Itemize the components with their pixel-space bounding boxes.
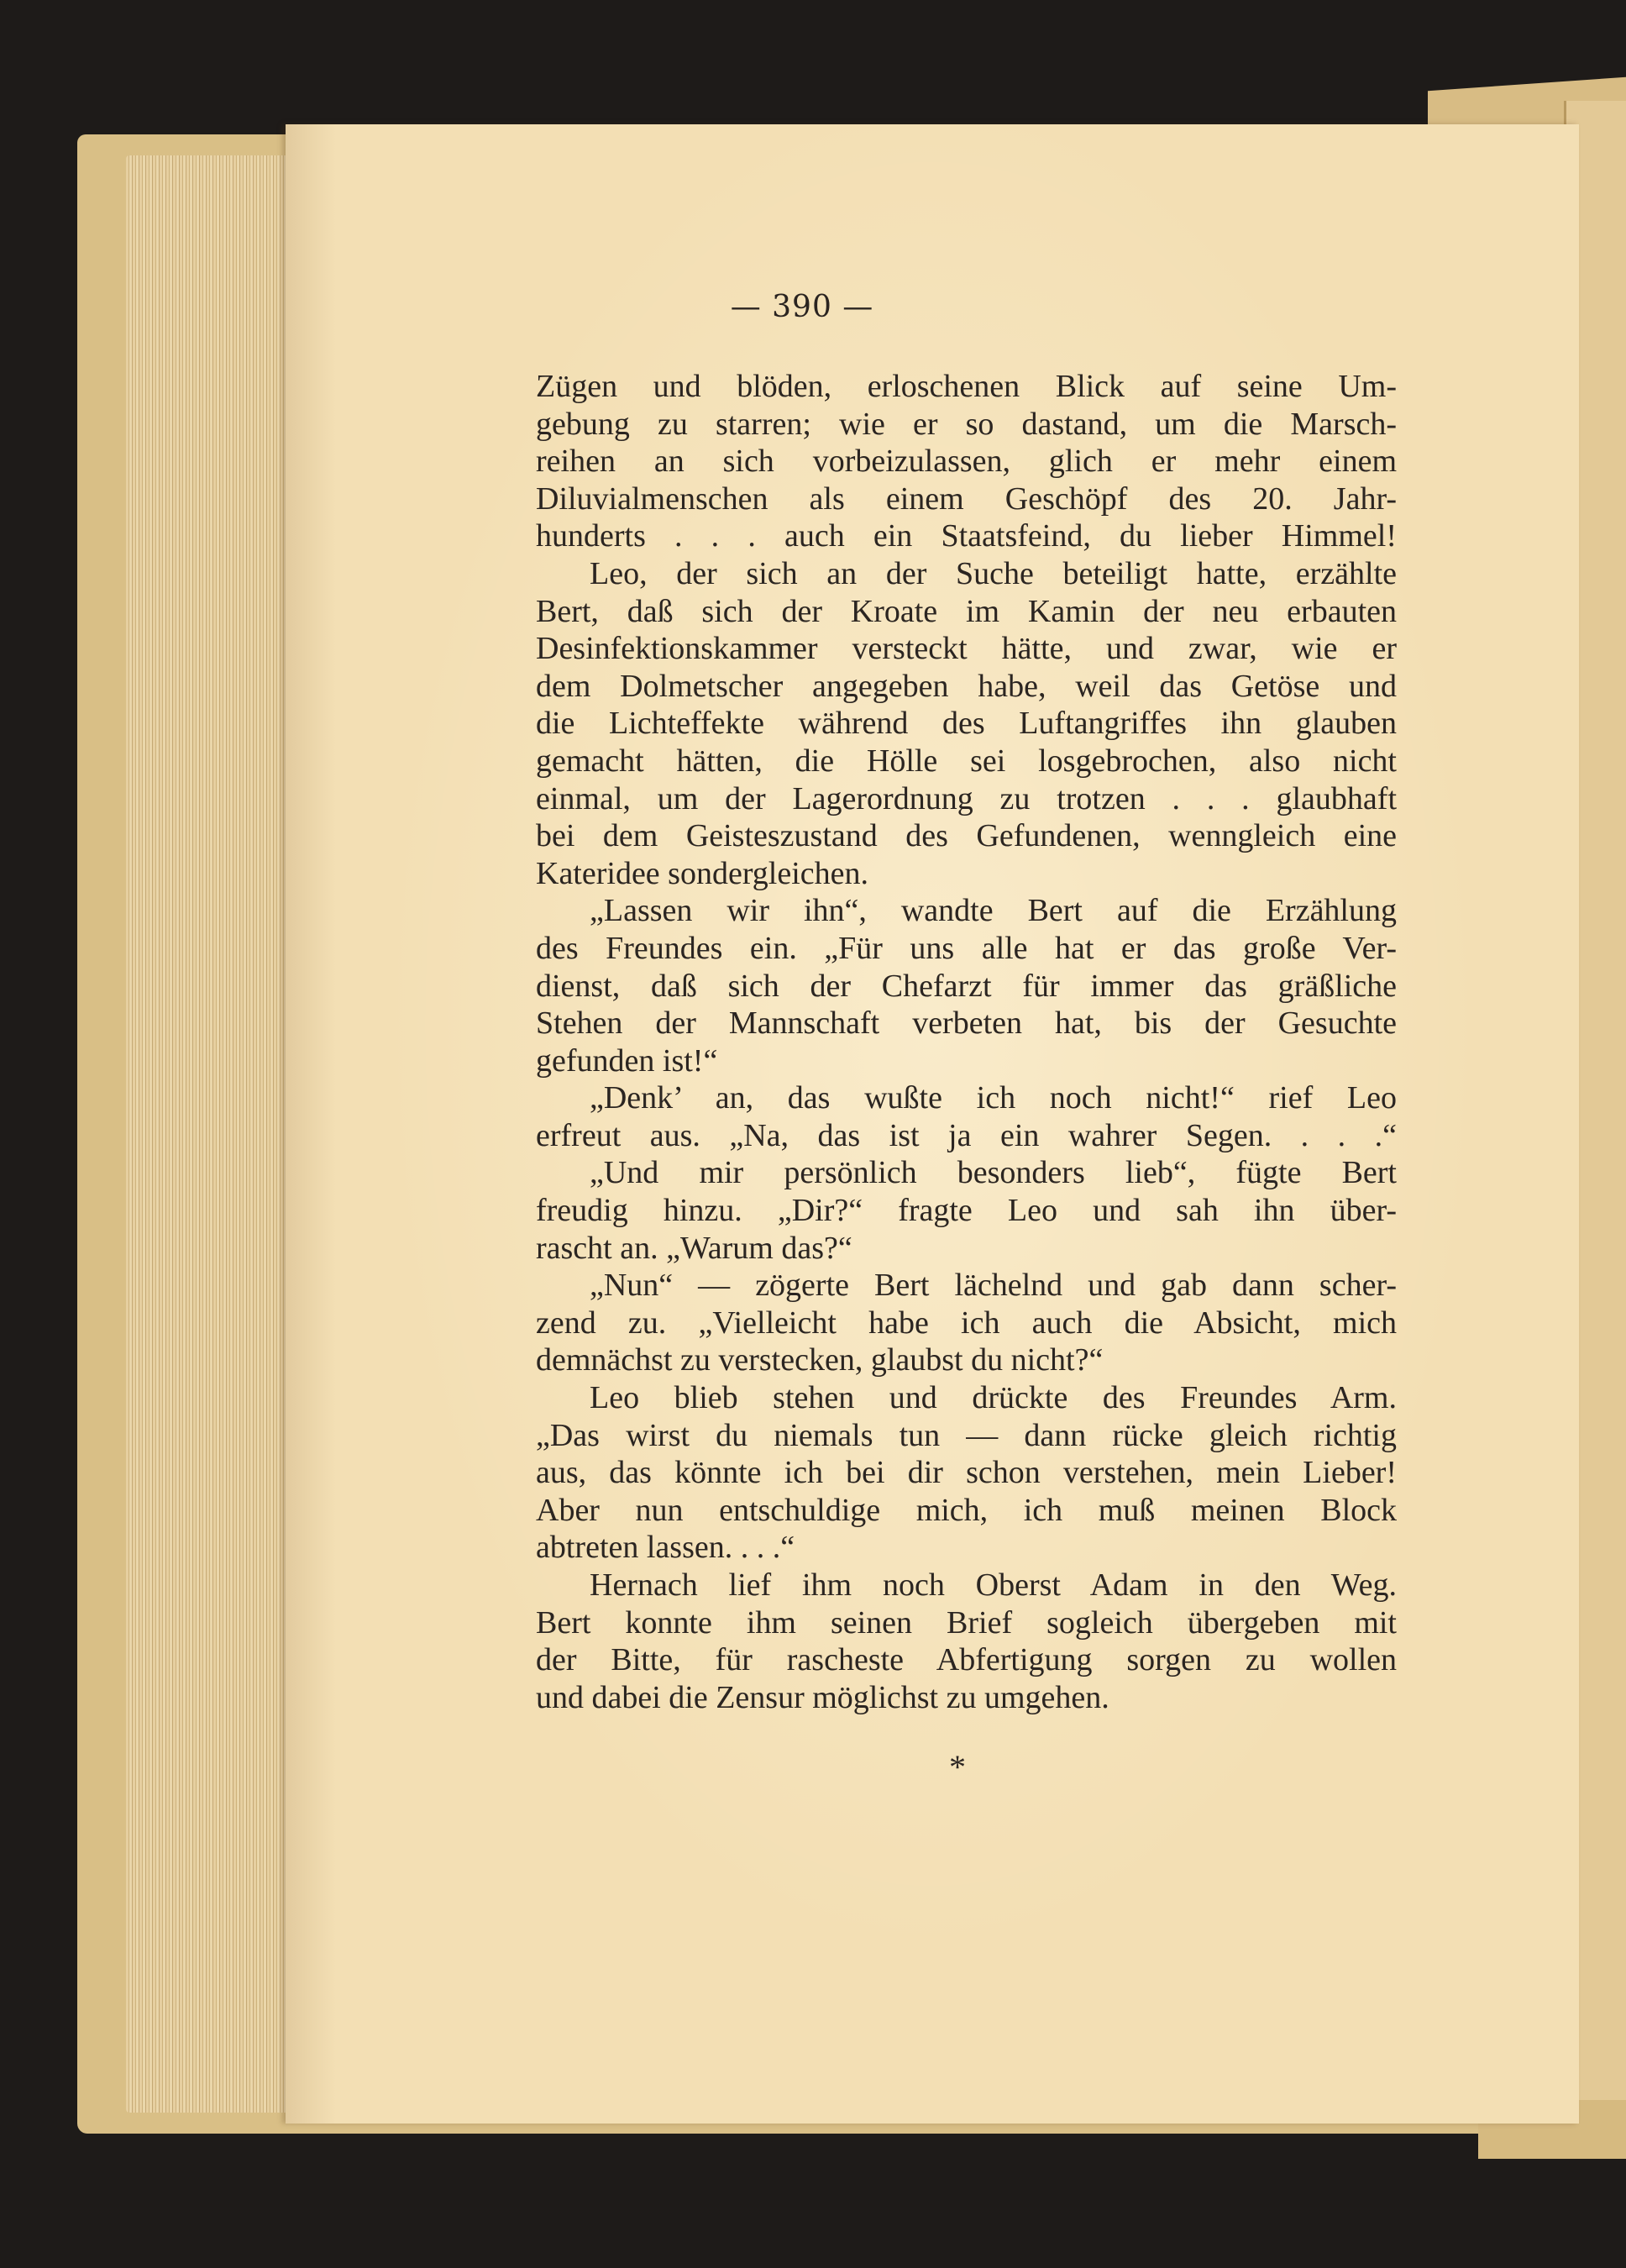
section-break: *	[949, 1748, 966, 1786]
text-line: abtreten lassen. . . .“	[536, 1530, 795, 1566]
body-text	[536, 368, 1397, 1716]
text-line: die Lichteffekte während des Luftangriffes ihn glauben	[536, 706, 1397, 742]
text-line: Bert konnte ihm seinen Brief sogleich übergeben mit	[536, 1604, 1397, 1641]
text-line: des Freundes ein. „Für uns alle hat er das große Ver-	[536, 930, 1397, 966]
text-line: Stehen der Mannschaft verbeten hat, bis der Gesuchte	[536, 1005, 1397, 1042]
text-line: rascht an. „Warum das?“	[536, 1230, 852, 1266]
text-line: Kateridee sondergleichen.	[536, 855, 869, 891]
text-line: „Nun“ — zögerte Bert lächelnd und gab dann scher-	[590, 1268, 1397, 1304]
text-line: einmal, um der Lagerordnung zu trotzen . . . glaubhaft	[536, 780, 1397, 816]
text-line: hunderts . . . auch ein Staatsfeind, du lieber Himmel!	[536, 518, 1397, 554]
text-line: „Das wirst du niemals tun — dann rücke gleich richtig	[536, 1417, 1397, 1453]
text-line: und dabei die Zensur möglichst zu umgehen.	[536, 1679, 1109, 1715]
text-line: „Denk’ an, das wußte ich noch nicht!“ rief Leo	[590, 1080, 1397, 1116]
text-line: aus, das könnte ich bei dir schon verstehen, mein Lieber!	[536, 1455, 1397, 1491]
text-line: gemacht hätten, die Hölle sei losgebrochen, also nicht	[536, 743, 1397, 779]
text-line: freudig hinzu. „Dir?“ fragte Leo und sah ihn über-	[536, 1193, 1397, 1229]
text-line: Leo, der sich an der Suche beteiligt hatte, erzählte	[590, 555, 1397, 591]
page-number: — 390 —	[730, 290, 874, 324]
page-edges	[126, 155, 294, 2113]
text-line: Desinfektionskammer versteckt hätte, und zwar, wie er	[536, 631, 1397, 667]
text-line: reihen an sich vorbeizulassen, glich er mehr einem	[536, 444, 1397, 480]
text-line: erfreut aus. „Na, das ist ja ein wahrer Segen. . . .“	[536, 1117, 1397, 1153]
text-line: gebung zu starren; wie er so dastand, um die Marsch-	[536, 406, 1397, 442]
text-line: Aber nun entschuldige mich, ich muß meinen Block	[536, 1492, 1397, 1528]
text-line: bei dem Geisteszustand des Gefundenen, wenngleich eine	[536, 818, 1397, 854]
text-line: gefunden ist!“	[536, 1042, 718, 1079]
text-line: dienst, daß sich der Chefarzt für immer das gräßliche	[536, 968, 1397, 1004]
text-line: Bert, daß sich der Kroate im Kamin der neu erbauten	[536, 593, 1397, 629]
text-line: „Und mir persönlich besonders lieb“, fügte Bert	[590, 1155, 1397, 1191]
text-line: zend zu. „Vielleicht habe ich auch die Absicht, mich	[536, 1305, 1397, 1341]
text-line: dem Dolmetscher angegeben habe, weil das Getöse und	[536, 668, 1397, 704]
text-line: Leo blieb stehen und drückte des Freundes Arm.	[590, 1380, 1397, 1416]
text-line: „Lassen wir ihn“, wandte Bert auf die Erzählung	[590, 893, 1397, 929]
text-line: Hernach lief ihm noch Oberst Adam in den Weg.	[590, 1567, 1397, 1603]
text-line: Diluvialmenschen als einem Geschöpf des 20. Jahr-	[536, 480, 1397, 517]
text-line: Zügen und blöden, erloschenen Blick auf seine Um-	[536, 369, 1397, 404]
text-line: demnächst zu verstecken, glaubst du nicht?“	[536, 1342, 1104, 1378]
text-line: der Bitte, für rascheste Abfertigung sorgen zu wollen	[536, 1642, 1397, 1678]
